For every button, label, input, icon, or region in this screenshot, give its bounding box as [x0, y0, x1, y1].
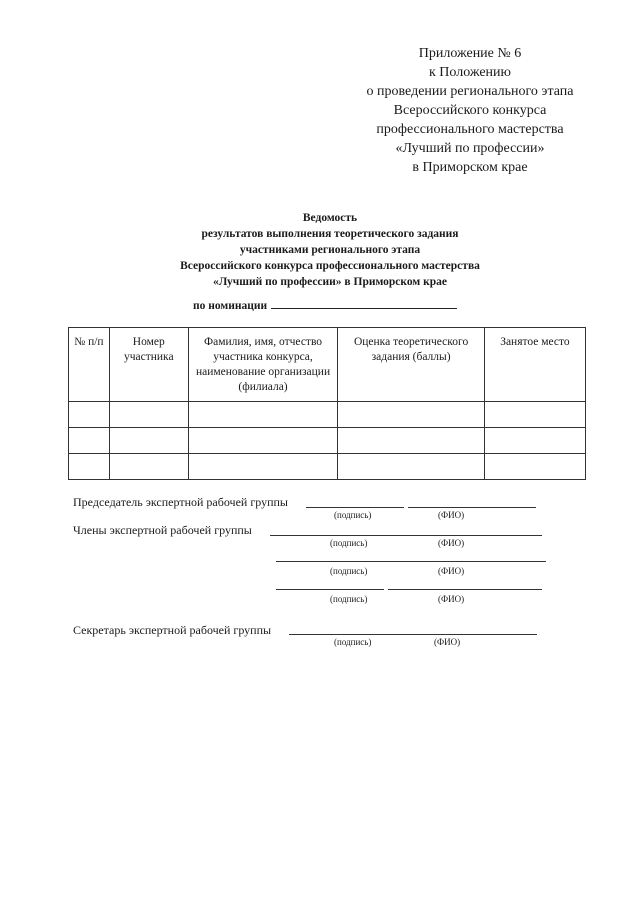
annex-line: о проведении регионального этапа	[366, 84, 574, 99]
member-1-signature-caption: (подпись)	[330, 538, 368, 548]
chair-name-line[interactable]	[408, 507, 536, 508]
chair-label: Председатель экспертной рабочей группы	[73, 495, 288, 509]
table-cell[interactable]	[338, 454, 484, 480]
table-cell[interactable]	[484, 402, 585, 428]
title-line: участниками регионального этапа	[239, 244, 421, 256]
header-participant-name: Фамилия, имя, отчество участника конкурса, наименование организации (филиала)	[188, 328, 338, 402]
annex-line: «Лучший по профессии»	[395, 141, 545, 156]
chair-signature-line[interactable]	[306, 507, 404, 508]
member-2-signature-caption: (подпись)	[330, 566, 368, 576]
table-cell[interactable]	[69, 402, 110, 428]
annex-line: в Приморском крае	[412, 160, 528, 175]
title-line: «Лучший по профессии» в Приморском крае	[213, 276, 447, 288]
member-3-name-caption: (ФИО)	[438, 594, 465, 604]
secretary-line[interactable]	[289, 634, 537, 635]
table-cell[interactable]	[109, 402, 188, 428]
table-cell[interactable]	[188, 454, 338, 480]
title-line: Ведомость	[302, 212, 358, 224]
member-2-name-caption: (ФИО)	[438, 566, 465, 576]
table-cell[interactable]	[188, 402, 338, 428]
header-number: № п/п	[69, 328, 110, 402]
members-label: Члены экспертной рабочей группы	[73, 523, 252, 537]
secretary-name-caption: (ФИО)	[434, 637, 461, 647]
table-cell[interactable]	[109, 428, 188, 454]
secretary-label: Секретарь экспертной рабочей группы	[73, 623, 272, 637]
annex-line: к Положению	[428, 65, 511, 80]
header-theory-score: Оценка теоретического задания (баллы)	[338, 328, 484, 402]
table-cell[interactable]	[338, 402, 484, 428]
table-cell[interactable]	[109, 454, 188, 480]
header-place: Занятое место	[484, 328, 585, 402]
annex-line: Приложение № 6	[418, 46, 522, 61]
member-1-name-caption: (ФИО)	[438, 538, 465, 548]
header-participant-number: Номер участника	[109, 328, 188, 402]
chair-signature-caption: (подпись)	[334, 510, 372, 520]
annex-line: Всероссийского конкурса	[393, 103, 547, 118]
table-header-row	[69, 328, 586, 402]
annex-block	[340, 44, 600, 177]
table-cell[interactable]	[484, 454, 585, 480]
member-1-line[interactable]	[270, 535, 542, 536]
table-cell[interactable]	[484, 428, 585, 454]
results-table	[68, 327, 586, 480]
member-3-signature-line[interactable]	[276, 589, 384, 590]
table-cell[interactable]	[338, 428, 484, 454]
table-row	[69, 428, 586, 454]
table-cell[interactable]	[69, 428, 110, 454]
document-title	[120, 210, 540, 290]
table-cell[interactable]	[69, 454, 110, 480]
secretary-signature-caption: (подпись)	[334, 637, 372, 647]
title-line: Всероссийского конкурса профессионального мастерства	[180, 260, 480, 272]
member-3-signature-caption: (подпись)	[330, 594, 368, 604]
annex-line: профессионального мастерства	[376, 122, 564, 137]
chair-name-caption: (ФИО)	[438, 510, 465, 520]
table-cell[interactable]	[188, 428, 338, 454]
nomination-blank-line[interactable]	[271, 298, 457, 309]
member-2-line[interactable]	[276, 561, 546, 562]
member-3-name-line[interactable]	[388, 589, 542, 590]
table-row	[69, 454, 586, 480]
title-line: результатов выполнения теоретического задания	[201, 228, 459, 240]
nomination-field	[193, 298, 457, 312]
table-row	[69, 402, 586, 428]
nomination-label: по номинации	[193, 300, 268, 312]
